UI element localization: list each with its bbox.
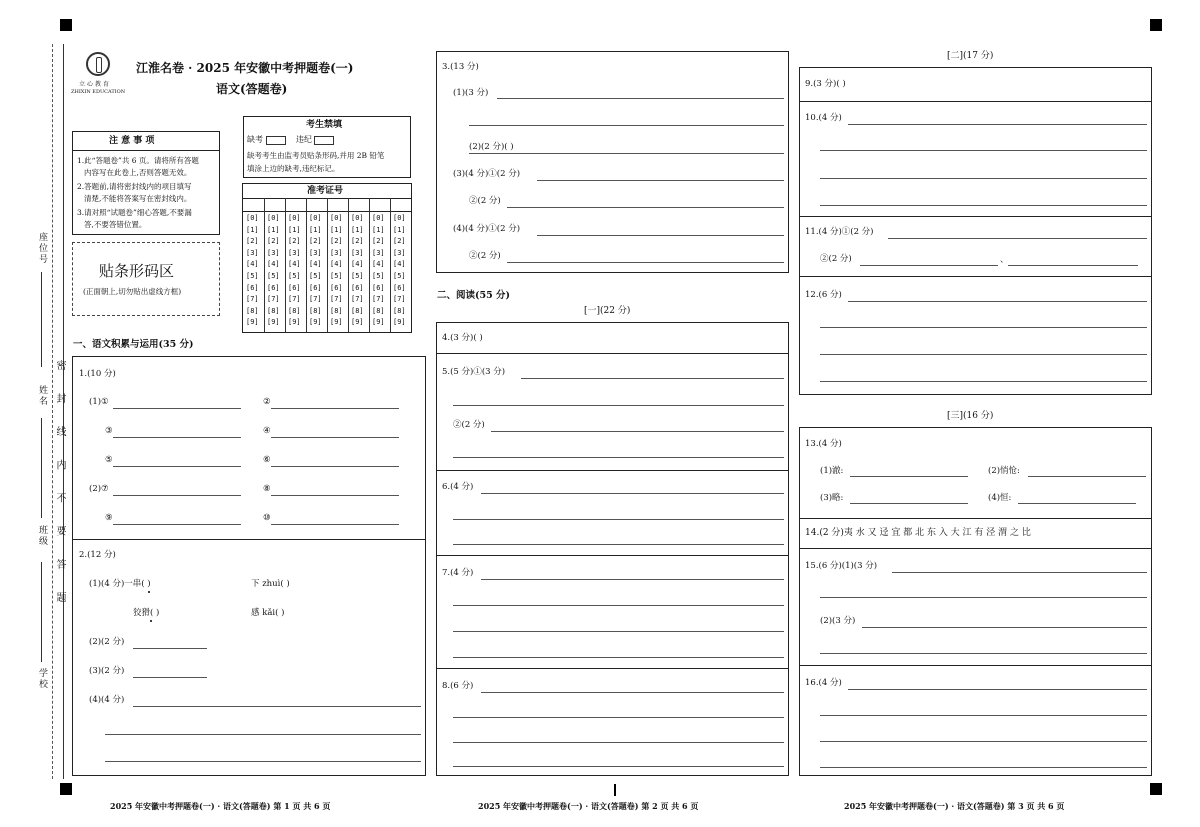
ticket-digit-bubble[interactable]: [4] [330, 260, 343, 269]
q15-box [799, 548, 1152, 666]
q3-2: (2)(2 分)( ) [469, 142, 514, 152]
ticket-digit-bubble[interactable]: [0] [267, 214, 280, 222]
registration-mark [1150, 19, 1162, 31]
ticket-digit-bubble[interactable]: [2] [267, 237, 280, 246]
violation-checkbox[interactable] [314, 136, 334, 145]
q2-box [72, 539, 426, 776]
q13-4: (4)恒: [988, 493, 1012, 503]
q8-label: 8.(6 分) [442, 681, 474, 691]
q2-1d: 感 kǎi( ) [251, 608, 285, 618]
q16-label: 16.(4 分) [805, 678, 842, 688]
ticket-digit-bubble[interactable]: [8] [267, 306, 280, 315]
q1-box [72, 356, 426, 540]
ticket-digit-bubble[interactable]: [1] [288, 225, 301, 234]
q1-item: ⑩ [263, 513, 271, 523]
q7-label: 7.(4 分) [442, 568, 474, 578]
q13-3: (3)略: [820, 493, 844, 503]
q1-item: ⑧ [263, 484, 271, 494]
ticket-digit-bubble[interactable]: [0] [393, 214, 406, 222]
q3-box [436, 51, 789, 273]
ticket-digit-bubble[interactable]: [0] [372, 214, 385, 222]
ticket-digit-bubble[interactable]: [0] [246, 214, 259, 222]
q13-1: (1)澈: [820, 466, 844, 476]
ticket-digit-bubble[interactable]: [2] [309, 237, 322, 246]
q16-box [799, 665, 1152, 776]
ticket-digit-bubble[interactable]: [9] [246, 318, 259, 327]
q3-3b: ②(2 分) [469, 196, 501, 206]
q10-label: 10.(4 分) [805, 113, 842, 123]
ticket-digit-bubble[interactable]: [6] [267, 283, 280, 292]
ticket-digit-bubble[interactable]: [5] [372, 272, 385, 280]
q2-1b: 下 zhuì( ) [251, 579, 290, 589]
ticket-digit-bubble[interactable]: [1] [267, 225, 280, 234]
ticket-digit-bubble[interactable]: [5] [288, 272, 301, 280]
q11-sep: 、 [1000, 255, 1009, 265]
ticket-digit-bubble[interactable]: [4] [288, 260, 301, 269]
ticket-digit-bubble[interactable]: [6] [288, 283, 301, 292]
ticket-digit-bubble[interactable]: [9] [309, 318, 322, 327]
q3-3a: (3)(4 分)①(2 分) [453, 169, 521, 179]
ticket-digit-bubble[interactable]: [9] [372, 318, 385, 327]
barcode-area[interactable] [72, 242, 220, 316]
ticket-digit-bubble[interactable]: [2] [288, 237, 301, 246]
ticket-digit-bubble[interactable]: [5] [393, 272, 406, 280]
class-label: 班级 [37, 525, 47, 547]
center-mark [614, 784, 616, 796]
logo-text-en: ZHIXIN EDUCATION [71, 89, 126, 95]
ticket-digit-bubble[interactable]: [2] [372, 237, 385, 246]
q12-label: 12.(6 分) [805, 290, 842, 300]
notice-item: 2.答题前,请将密封线内的项目填写 [77, 182, 192, 191]
ticket-digit-bubble[interactable]: [0] [351, 214, 364, 222]
ticket-digit-bubble[interactable]: [4] [393, 260, 406, 269]
footer-page-2: 2025 年安徽中考押题卷(一) · 语文(答题卷) 第 2 页 共 6 页 [478, 801, 699, 811]
q1-item: ④ [263, 426, 271, 436]
q2-2: (2)(2 分) [89, 637, 125, 647]
ticket-digit-bubble[interactable]: [8] [309, 306, 322, 315]
q1-item: ② [263, 397, 271, 407]
q1-item: ③ [105, 426, 113, 436]
ticket-digit-bubble[interactable]: [3] [393, 248, 406, 257]
q14-box [799, 518, 1152, 549]
ticket-digit-bubble[interactable]: [7] [393, 295, 406, 304]
ticket-digit-bubble[interactable]: [7] [246, 295, 259, 304]
ticket-digit-bubble[interactable]: [4] [309, 260, 322, 269]
ticket-digit-bubble[interactable]: [1] [393, 225, 406, 234]
q2-4: (4)(4 分) [89, 695, 125, 705]
ticket-digit-bubble[interactable]: [4] [351, 260, 364, 269]
q9-box [799, 67, 1152, 102]
q15-label: 15.(6 分)(1)(3 分) [805, 561, 878, 571]
q1-item: (2)⑦ [89, 484, 109, 494]
ticket-digit-bubble[interactable]: [2] [246, 237, 259, 246]
violation-label: 违纪 [296, 135, 312, 144]
ticket-number-grid [242, 183, 412, 333]
seat-label: 座位号 [37, 232, 47, 265]
q9-label: 9.(3 分)( ) [805, 79, 846, 89]
part1-title: [一](22 分) [584, 306, 631, 316]
logo-text-cn: 立心教育 [79, 81, 112, 88]
q3-label: 3.(13 分) [442, 62, 479, 72]
q2-3: (3)(2 分) [89, 666, 125, 676]
barcode-note: (正面朝上,切勿贴出虚线方框) [83, 287, 182, 296]
q5-label: 5.(5 分)①(3 分) [442, 367, 506, 377]
notice-title: 注 意 事 项 [109, 136, 155, 146]
ticket-digit-bubble[interactable]: [8] [351, 306, 364, 315]
ticket-digit-bubble[interactable]: [9] [393, 318, 406, 327]
q13-2: (2)悄怆: [988, 466, 1020, 476]
section2-title: 二、阅读(55 分) [437, 290, 511, 301]
section1-title: 一、语文积累与运用(35 分) [73, 339, 194, 350]
ticket-digit-bubble[interactable]: [7] [309, 295, 322, 304]
ticket-digit-bubble[interactable]: [7] [330, 295, 343, 304]
ticket-digit-bubble[interactable]: [5] [267, 272, 280, 280]
ticket-digit-bubble[interactable]: [9] [330, 318, 343, 327]
ticket-digit-bubble[interactable]: [3] [372, 248, 385, 257]
ticket-digit-bubble[interactable]: [5] [351, 272, 364, 280]
ticket-digit-bubble[interactable]: [4] [246, 260, 259, 269]
q1-item: ⑥ [263, 455, 271, 465]
logo-icon [86, 52, 110, 76]
q6-label: 6.(4 分) [442, 482, 474, 492]
ticket-digit-bubble[interactable]: [8] [372, 306, 385, 315]
notice-item: 内容写在此卷上,否则答题无效。 [84, 168, 192, 177]
exam-fill-note: 缺考考生由监考员贴条形码,并用 2B 铅笔 [247, 151, 385, 160]
ticket-digit-bubble[interactable]: [1] [309, 225, 322, 234]
ticket-digit-bubble[interactable]: [1] [246, 225, 259, 234]
ticket-digit-bubble[interactable]: [4] [267, 260, 280, 269]
q3-4a: (4)(4 分)①(2 分) [453, 224, 521, 234]
exam-fill-box [243, 116, 411, 178]
school-label: 学校 [37, 668, 47, 690]
q1-item: ⑨ [105, 513, 113, 523]
ticket-digit-bubble[interactable]: [2] [330, 237, 343, 246]
ticket-digit-bubble[interactable]: [7] [267, 295, 280, 304]
q2-1c: 狡猾( ) [133, 608, 160, 618]
ticket-digit-bubble[interactable]: [3] [330, 248, 343, 257]
q10-box [799, 101, 1152, 217]
ticket-digit-bubble[interactable]: [8] [246, 306, 259, 315]
ticket-digit-bubble[interactable]: [8] [330, 306, 343, 315]
ticket-digit-bubble[interactable]: [8] [288, 306, 301, 315]
seat-fill-line [41, 272, 42, 367]
notice-box [72, 131, 220, 235]
ticket-digit-bubble[interactable]: [3] [309, 248, 322, 257]
q5-2: ②(2 分) [453, 420, 485, 430]
ticket-digit-bubble[interactable]: [1] [372, 225, 385, 234]
q11-box [799, 216, 1152, 277]
q8-box [436, 668, 789, 776]
ticket-digit-bubble[interactable]: [0] [330, 214, 343, 222]
seal-warning: 密 封 线 内 不 要 答 题 [54, 360, 65, 613]
q12-box [799, 276, 1152, 395]
q7-box [436, 555, 789, 669]
q15-2: (2)(3 分) [820, 616, 856, 626]
ticket-title: 准考证号 [307, 186, 344, 196]
ticket-digit-bubble[interactable]: [6] [309, 283, 322, 292]
ticket-digit-bubble[interactable]: [5] [330, 272, 343, 280]
notice-item: 3.请对照“试题卷”细心答题,不要漏 [77, 208, 192, 217]
barcode-title: 贴条形码区 [99, 262, 175, 280]
q1-item: ⑤ [105, 455, 113, 465]
exam-fill-title: 考生禁填 [306, 120, 343, 130]
footer-page-3: 2025 年安徽中考押题卷(一) · 语文(答题卷) 第 3 页 共 6 页 [844, 801, 1065, 811]
ticket-digit-bubble[interactable]: [6] [351, 283, 364, 292]
q14-label: 14.(2 分)夷 水 又 迳 宜 都 北 东 入 大 江 有 泾 渭 之 比 [805, 528, 1031, 538]
q4-label: 4.(3 分)( ) [442, 333, 483, 343]
registration-mark [1150, 783, 1162, 795]
notice-item: 1.此“答题卷”共 6 页。请将所有答题 [77, 156, 199, 165]
page-subtitle: 语文(答题卷) [216, 82, 288, 96]
q2-1a: (1)(4 分)一串( ) [89, 579, 151, 589]
q1-label: 1.(10 分) [79, 369, 116, 379]
ticket-digit-bubble[interactable]: [0] [288, 214, 301, 222]
ticket-digit-bubble[interactable]: [0] [309, 214, 322, 222]
ticket-digit-bubble[interactable]: [9] [288, 318, 301, 327]
ticket-digit-bubble[interactable]: [6] [393, 283, 406, 292]
name-label: 姓名 [37, 385, 47, 407]
ticket-digit-bubble[interactable]: [5] [246, 272, 259, 280]
registration-mark [60, 19, 72, 31]
ticket-digit-bubble[interactable]: [3] [288, 248, 301, 257]
q11-label: 11.(4 分)①(2 分) [805, 227, 874, 237]
ticket-digit-bubble[interactable]: [2] [351, 237, 364, 246]
notice-item: 答,不要答错位置。 [84, 220, 147, 229]
ticket-digit-bubble[interactable]: [9] [267, 318, 280, 327]
ticket-digit-bubble[interactable]: [3] [246, 248, 259, 257]
ticket-digit-bubble[interactable]: [9] [351, 318, 364, 327]
ticket-digit-bubble[interactable]: [7] [351, 295, 364, 304]
ticket-digit-bubble[interactable]: [6] [330, 283, 343, 292]
q2-label: 2.(12 分) [79, 550, 116, 560]
part3-title: [三](16 分) [947, 411, 994, 421]
q1-item: (1)① [89, 397, 109, 407]
part2-title: [二](17 分) [947, 51, 994, 61]
ticket-digit-bubble[interactable]: [2] [393, 237, 406, 246]
name-fill-line [41, 418, 42, 518]
ticket-digit-bubble[interactable]: [6] [372, 283, 385, 292]
class-fill-line [41, 562, 42, 662]
q13-label: 13.(4 分) [805, 439, 842, 449]
absent-checkbox[interactable] [266, 136, 286, 145]
ticket-digit-bubble[interactable]: [6] [246, 283, 259, 292]
ticket-digit-bubble[interactable]: [1] [330, 225, 343, 234]
registration-mark [60, 783, 72, 795]
footer-page-1: 2025 年安徽中考押题卷(一) · 语文(答题卷) 第 1 页 共 6 页 [110, 801, 331, 811]
q3-1: (1)(3 分) [453, 88, 489, 98]
q11-2: ②(2 分) [820, 254, 852, 264]
absent-label: 缺考 [247, 135, 263, 144]
ticket-digit-bubble[interactable]: [1] [351, 225, 364, 234]
ticket-digit-bubble[interactable]: [7] [288, 295, 301, 304]
q4-box [436, 322, 789, 354]
ticket-digit-bubble[interactable]: [3] [351, 248, 364, 257]
ticket-digit-bubble[interactable]: [3] [267, 248, 280, 257]
notice-item: 清楚,不能将答案写在密封线内。 [84, 194, 192, 203]
ticket-digit-bubble[interactable]: [7] [372, 295, 385, 304]
ticket-digit-bubble[interactable]: [8] [393, 306, 406, 315]
ticket-digit-bubble[interactable]: [4] [372, 260, 385, 269]
q6-box [436, 470, 789, 556]
page-title: 江淮名卷 · 2025 年安徽中考押题卷(一) [136, 61, 354, 75]
exam-fill-note: 填涂上边的缺考,违纪标记。 [247, 164, 340, 173]
q3-4b: ②(2 分) [469, 251, 501, 261]
ticket-digit-bubble[interactable]: [5] [309, 272, 322, 280]
q13-box [799, 427, 1152, 519]
q5-box [436, 353, 789, 471]
